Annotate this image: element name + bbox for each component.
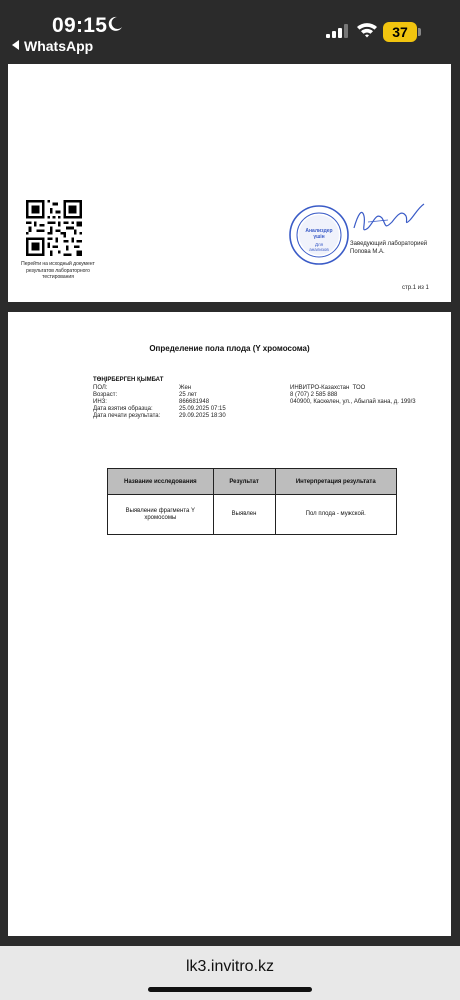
pdf-page-1 — [8, 64, 451, 302]
field-value: 25 лет — [179, 392, 197, 398]
field-value: 25.09.2025 07:15 — [179, 406, 226, 412]
results-table — [107, 468, 397, 535]
signature — [348, 198, 428, 244]
back-label: WhatsApp — [24, 38, 94, 54]
svg-text:Анализдер: Анализдер — [305, 228, 333, 234]
patient-field-values — [179, 385, 226, 420]
table-row — [108, 495, 397, 535]
qr-caption: Перейти на исходный документ результатов лабораторного тестирования — [21, 261, 95, 280]
field-label: Дата печати результата: — [93, 413, 161, 419]
qr-code[interactable] — [26, 200, 82, 256]
field-label: ИНЗ: — [93, 399, 107, 405]
field-value: 29.09.2025 18:30 — [179, 413, 226, 419]
svg-text:анализов: анализов — [309, 247, 329, 252]
head-title: Заведующий лабораторией — [350, 241, 428, 247]
field-label: Возраст: — [93, 392, 118, 398]
head-signature-block — [350, 240, 427, 256]
field-value: 866681948 — [179, 399, 210, 405]
column-header: Результат — [213, 469, 275, 495]
browser-address-bar[interactable] — [0, 946, 460, 1000]
document-title: Определение пола плода (Y хромосома) — [149, 344, 310, 353]
lab-name: ИНВИТРО-Казахстан ТОО — [290, 385, 366, 391]
page-number: стр.1 из 1 — [402, 285, 429, 291]
result-cell: Выявлен — [213, 495, 275, 535]
moon-icon — [107, 16, 123, 32]
home-indicator[interactable] — [148, 987, 312, 992]
lab-phone: 8 (707) 2 585 888 — [290, 392, 338, 398]
battery-tip — [418, 28, 421, 36]
back-arrow-icon — [12, 40, 19, 50]
svg-text:үшін: үшін — [313, 234, 325, 240]
lab-stamp — [288, 204, 350, 266]
clock: 09:15 — [52, 14, 108, 37]
back-to-whatsapp-button[interactable] — [12, 38, 93, 54]
field-label: Дата взятия образца: — [93, 406, 153, 412]
column-header: Интерпретация результата — [275, 469, 397, 495]
battery-indicator: 37 — [383, 22, 417, 42]
patient-field-labels — [93, 385, 160, 420]
url-text[interactable]: lk3.invitro.kz — [185, 958, 275, 975]
test-name-cell: Выявление фрагмента Y хромосомы — [108, 495, 214, 535]
wifi-icon — [356, 22, 378, 38]
field-value: Жен — [179, 385, 192, 391]
svg-text:Для: Для — [314, 242, 324, 247]
patient-name: ТӨҢІРБЕРГЕН ҚЫМБАТ — [93, 377, 164, 383]
table-header-row — [108, 469, 397, 495]
lab-info — [290, 385, 416, 406]
lab-address: 040900, Каскелен, ул., Абылай хана, д. 199/3 — [290, 399, 416, 405]
pdf-page-2 — [8, 312, 451, 936]
interpretation-cell: Пол плода - мужской. — [275, 495, 397, 535]
status-bar — [0, 0, 460, 64]
cellular-signal-icon — [326, 24, 348, 38]
column-header: Название исследования — [108, 469, 214, 495]
head-name: Попова М.А. — [350, 249, 385, 255]
field-label: ПОЛ: — [93, 385, 108, 391]
